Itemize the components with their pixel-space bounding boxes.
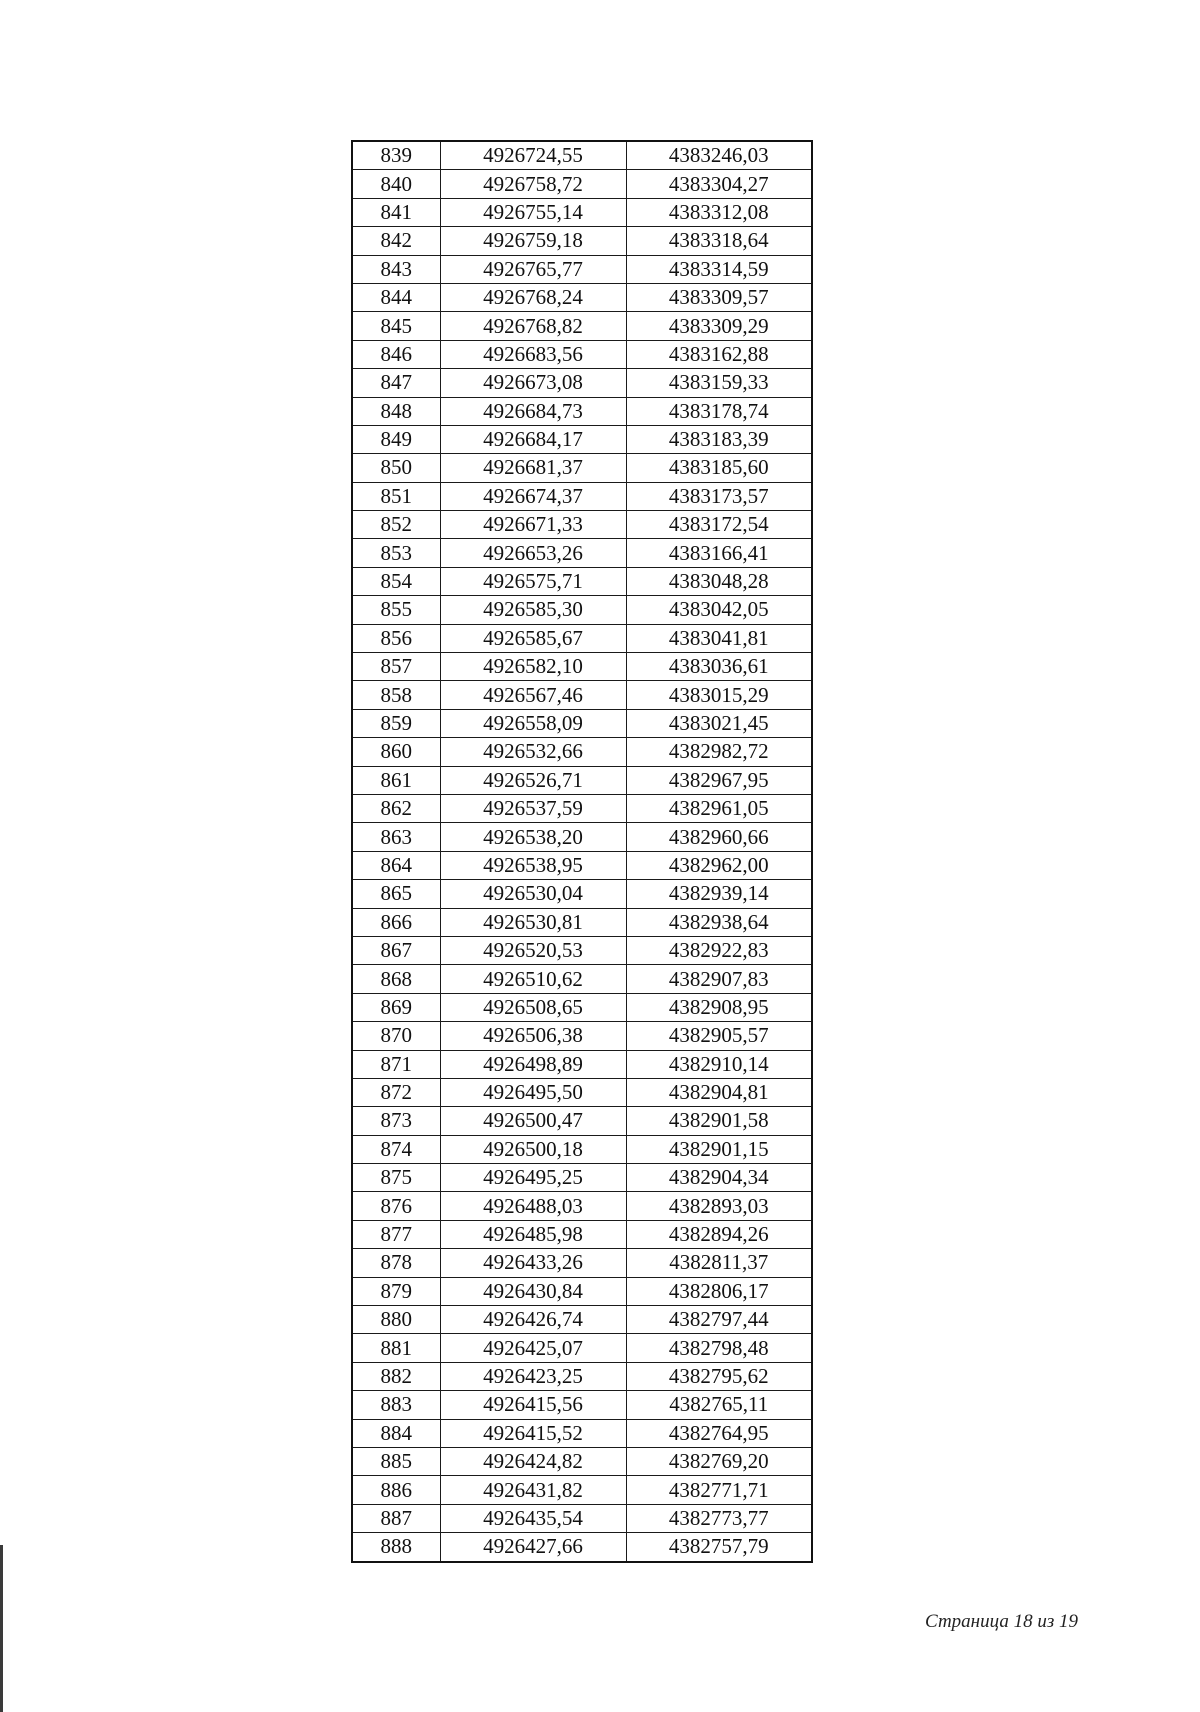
y-coordinate-cell: 4383162,88 [626,340,812,368]
x-coordinate-cell: 4926532,66 [440,738,626,766]
y-coordinate-cell: 4382938,64 [626,908,812,936]
y-coordinate-cell: 4383183,39 [626,425,812,453]
point-number-cell: 867 [352,936,440,964]
table-row [352,823,812,851]
x-coordinate-cell: 4926433,26 [440,1249,626,1277]
x-coordinate-cell: 4926530,04 [440,880,626,908]
x-coordinate-cell: 4926674,37 [440,482,626,510]
table-row [352,1362,812,1390]
x-coordinate-cell: 4926567,46 [440,681,626,709]
point-number-cell: 886 [352,1476,440,1504]
table-row [352,1391,812,1419]
table-row [352,1022,812,1050]
x-coordinate-cell: 4926426,74 [440,1306,626,1334]
y-coordinate-cell: 4383172,54 [626,511,812,539]
point-number-cell: 883 [352,1391,440,1419]
y-coordinate-cell: 4382967,95 [626,766,812,794]
table-row [352,1533,812,1562]
table-row [352,539,812,567]
x-coordinate-cell: 4926684,17 [440,425,626,453]
table-row [352,1220,812,1248]
y-coordinate-cell: 4383048,28 [626,567,812,595]
y-coordinate-cell: 4382901,15 [626,1135,812,1163]
x-coordinate-cell: 4926415,52 [440,1419,626,1447]
point-number-cell: 847 [352,369,440,397]
x-coordinate-cell: 4926427,66 [440,1533,626,1562]
x-coordinate-cell: 4926500,18 [440,1135,626,1163]
table-row [352,1334,812,1362]
point-number-cell: 885 [352,1447,440,1475]
y-coordinate-cell: 4382960,66 [626,823,812,851]
y-coordinate-cell: 4382907,83 [626,965,812,993]
table-row [352,766,812,794]
y-coordinate-cell: 4382811,37 [626,1249,812,1277]
table-row [352,397,812,425]
point-number-cell: 862 [352,794,440,822]
point-number-cell: 868 [352,965,440,993]
table-row [352,1306,812,1334]
point-number-cell: 872 [352,1078,440,1106]
x-coordinate-cell: 4926684,73 [440,397,626,425]
x-coordinate-cell: 4926585,67 [440,624,626,652]
table-row [352,283,812,311]
point-number-cell: 859 [352,709,440,737]
y-coordinate-cell: 4382905,57 [626,1022,812,1050]
point-number-cell: 871 [352,1050,440,1078]
x-coordinate-cell: 4926530,81 [440,908,626,936]
y-coordinate-cell: 4382901,58 [626,1107,812,1135]
y-coordinate-cell: 4382771,71 [626,1476,812,1504]
point-number-cell: 860 [352,738,440,766]
table-row [352,425,812,453]
x-coordinate-cell: 4926520,53 [440,936,626,964]
table-row [352,1192,812,1220]
y-coordinate-cell: 4382797,44 [626,1306,812,1334]
x-coordinate-cell: 4926724,55 [440,141,626,170]
point-number-cell: 878 [352,1249,440,1277]
table-row [352,1164,812,1192]
point-number-cell: 875 [352,1164,440,1192]
table-row [352,1447,812,1475]
point-number-cell: 850 [352,454,440,482]
point-number-cell: 874 [352,1135,440,1163]
x-coordinate-cell: 4926765,77 [440,255,626,283]
table-row [352,1277,812,1305]
x-coordinate-cell: 4926755,14 [440,198,626,226]
y-coordinate-cell: 4383036,61 [626,653,812,681]
x-coordinate-cell: 4926425,07 [440,1334,626,1362]
point-number-cell: 848 [352,397,440,425]
x-coordinate-cell: 4926500,47 [440,1107,626,1135]
point-number-cell: 864 [352,851,440,879]
x-coordinate-cell: 4926538,95 [440,851,626,879]
y-coordinate-cell: 4382806,17 [626,1277,812,1305]
table-row [352,965,812,993]
point-number-cell: 849 [352,425,440,453]
y-coordinate-cell: 4382894,26 [626,1220,812,1248]
point-number-cell: 857 [352,653,440,681]
table-row [352,1078,812,1106]
x-coordinate-cell: 4926485,98 [440,1220,626,1248]
y-coordinate-cell: 4382765,11 [626,1391,812,1419]
y-coordinate-cell: 4382904,81 [626,1078,812,1106]
x-coordinate-cell: 4926575,71 [440,567,626,595]
table-row [352,709,812,737]
point-number-cell: 842 [352,227,440,255]
x-coordinate-cell: 4926424,82 [440,1447,626,1475]
table-row [352,141,812,170]
point-number-cell: 856 [352,624,440,652]
x-coordinate-cell: 4926653,26 [440,539,626,567]
x-coordinate-cell: 4926582,10 [440,653,626,681]
x-coordinate-cell: 4926681,37 [440,454,626,482]
table-row [352,880,812,908]
y-coordinate-cell: 4383042,05 [626,596,812,624]
y-coordinate-cell: 4383185,60 [626,454,812,482]
scan-edge-mark [0,1545,3,1712]
table-row [352,482,812,510]
y-coordinate-cell: 4383041,81 [626,624,812,652]
x-coordinate-cell: 4926768,82 [440,312,626,340]
point-number-cell: 884 [352,1419,440,1447]
table-row [352,1476,812,1504]
point-number-cell: 846 [352,340,440,368]
x-coordinate-cell: 4926488,03 [440,1192,626,1220]
table-row [352,340,812,368]
table-row [352,1504,812,1532]
table-row [352,227,812,255]
y-coordinate-cell: 4383312,08 [626,198,812,226]
x-coordinate-cell: 4926558,09 [440,709,626,737]
table-row [352,738,812,766]
y-coordinate-cell: 4382961,05 [626,794,812,822]
x-coordinate-cell: 4926431,82 [440,1476,626,1504]
table-row [352,198,812,226]
table-row [352,1107,812,1135]
table-row [352,567,812,595]
y-coordinate-cell: 4382904,34 [626,1164,812,1192]
table-row [352,936,812,964]
point-number-cell: 852 [352,511,440,539]
x-coordinate-cell: 4926671,33 [440,511,626,539]
y-coordinate-cell: 4382798,48 [626,1334,812,1362]
y-coordinate-cell: 4383021,45 [626,709,812,737]
point-number-cell: 844 [352,283,440,311]
table-row [352,794,812,822]
table-row [352,624,812,652]
table-row [352,1249,812,1277]
x-coordinate-cell: 4926510,62 [440,965,626,993]
point-number-cell: 851 [352,482,440,510]
table-row [352,1419,812,1447]
table-row [352,1135,812,1163]
page-number-footer: Страница 18 из 19 [925,1611,1078,1632]
point-number-cell: 861 [352,766,440,794]
x-coordinate-cell: 4926768,24 [440,283,626,311]
coordinates-table [351,140,813,1563]
point-number-cell: 854 [352,567,440,595]
table-row [352,1050,812,1078]
x-coordinate-cell: 4926498,89 [440,1050,626,1078]
coordinates-table-body [352,141,812,1562]
point-number-cell: 873 [352,1107,440,1135]
x-coordinate-cell: 4926508,65 [440,993,626,1021]
table-row [352,255,812,283]
point-number-cell: 858 [352,681,440,709]
table-row [352,653,812,681]
x-coordinate-cell: 4926430,84 [440,1277,626,1305]
table-row [352,681,812,709]
point-number-cell: 880 [352,1306,440,1334]
point-number-cell: 866 [352,908,440,936]
y-coordinate-cell: 4383015,29 [626,681,812,709]
y-coordinate-cell: 4382757,79 [626,1533,812,1562]
y-coordinate-cell: 4383309,29 [626,312,812,340]
point-number-cell: 845 [352,312,440,340]
x-coordinate-cell: 4926537,59 [440,794,626,822]
y-coordinate-cell: 4383309,57 [626,283,812,311]
point-number-cell: 881 [352,1334,440,1362]
x-coordinate-cell: 4926538,20 [440,823,626,851]
point-number-cell: 843 [352,255,440,283]
x-coordinate-cell: 4926506,38 [440,1022,626,1050]
table-row [352,170,812,198]
point-number-cell: 841 [352,198,440,226]
point-number-cell: 840 [352,170,440,198]
y-coordinate-cell: 4383314,59 [626,255,812,283]
x-coordinate-cell: 4926585,30 [440,596,626,624]
x-coordinate-cell: 4926495,50 [440,1078,626,1106]
y-coordinate-cell: 4382908,95 [626,993,812,1021]
point-number-cell: 877 [352,1220,440,1248]
table-row [352,993,812,1021]
y-coordinate-cell: 4382939,14 [626,880,812,908]
x-coordinate-cell: 4926758,72 [440,170,626,198]
x-coordinate-cell: 4926435,54 [440,1504,626,1532]
point-number-cell: 839 [352,141,440,170]
y-coordinate-cell: 4383159,33 [626,369,812,397]
y-coordinate-cell: 4383166,41 [626,539,812,567]
y-coordinate-cell: 4382922,83 [626,936,812,964]
table-row [352,454,812,482]
point-number-cell: 853 [352,539,440,567]
table-row [352,908,812,936]
y-coordinate-cell: 4382773,77 [626,1504,812,1532]
x-coordinate-cell: 4926673,08 [440,369,626,397]
point-number-cell: 869 [352,993,440,1021]
y-coordinate-cell: 4383246,03 [626,141,812,170]
table-row [352,312,812,340]
table-row [352,851,812,879]
point-number-cell: 870 [352,1022,440,1050]
point-number-cell: 865 [352,880,440,908]
point-number-cell: 855 [352,596,440,624]
y-coordinate-cell: 4382893,03 [626,1192,812,1220]
table-row [352,596,812,624]
x-coordinate-cell: 4926683,56 [440,340,626,368]
y-coordinate-cell: 4382764,95 [626,1419,812,1447]
x-coordinate-cell: 4926415,56 [440,1391,626,1419]
y-coordinate-cell: 4383304,27 [626,170,812,198]
x-coordinate-cell: 4926759,18 [440,227,626,255]
y-coordinate-cell: 4382910,14 [626,1050,812,1078]
y-coordinate-cell: 4383173,57 [626,482,812,510]
y-coordinate-cell: 4382962,00 [626,851,812,879]
point-number-cell: 888 [352,1533,440,1562]
x-coordinate-cell: 4926495,25 [440,1164,626,1192]
point-number-cell: 876 [352,1192,440,1220]
point-number-cell: 863 [352,823,440,851]
point-number-cell: 887 [352,1504,440,1532]
x-coordinate-cell: 4926423,25 [440,1362,626,1390]
y-coordinate-cell: 4383318,64 [626,227,812,255]
point-number-cell: 882 [352,1362,440,1390]
x-coordinate-cell: 4926526,71 [440,766,626,794]
y-coordinate-cell: 4383178,74 [626,397,812,425]
table-row [352,511,812,539]
y-coordinate-cell: 4382795,62 [626,1362,812,1390]
y-coordinate-cell: 4382769,20 [626,1447,812,1475]
table-row [352,369,812,397]
y-coordinate-cell: 4382982,72 [626,738,812,766]
point-number-cell: 879 [352,1277,440,1305]
